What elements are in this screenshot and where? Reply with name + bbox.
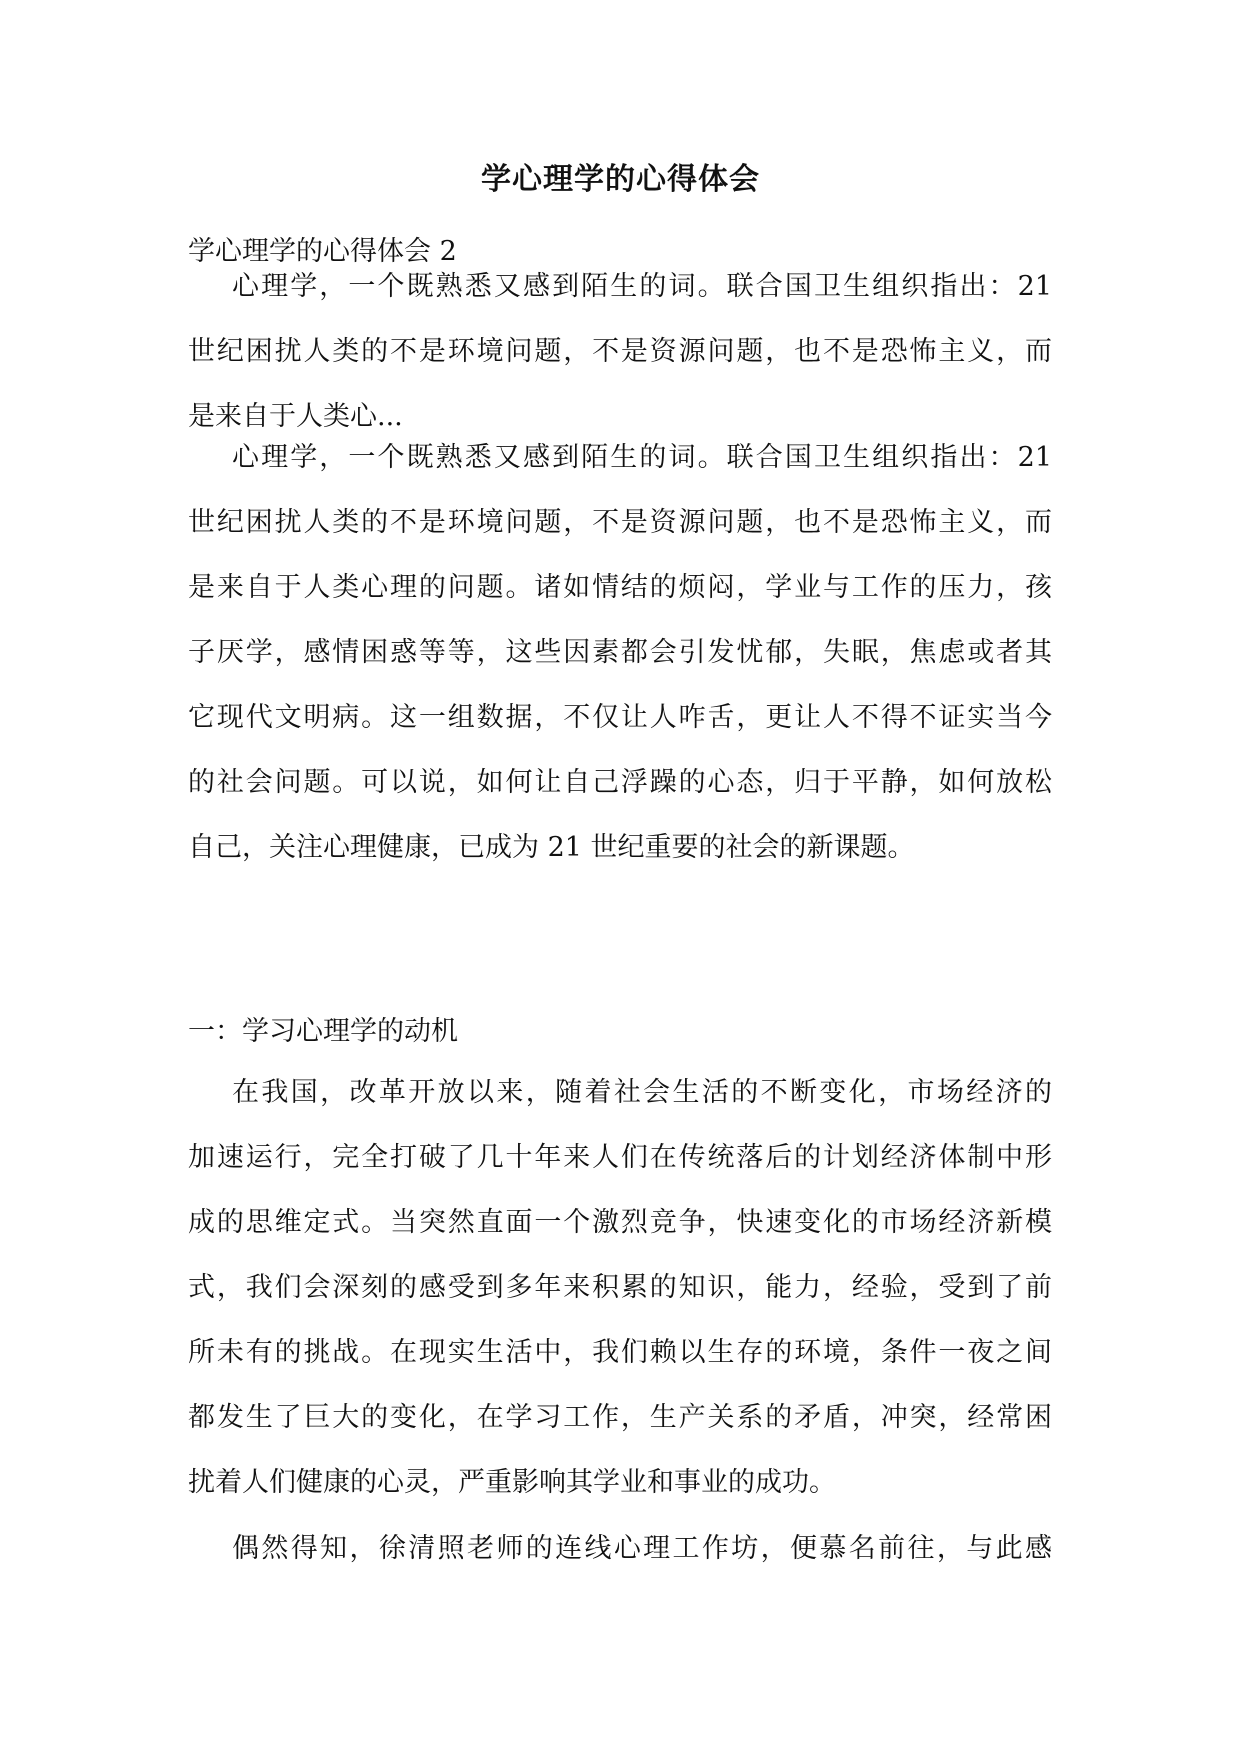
paragraph-line: 心理学，一个既熟悉又感到陌生的词。联合国卫生组织指出：21 [232, 442, 1052, 473]
body-paragraph-1 [188, 425, 1052, 880]
section-heading: 一：学习心理学的动机 [188, 1016, 458, 1047]
paragraph-line: 是来自于人类心... [188, 401, 403, 432]
section-paragraph-2 [188, 1516, 1052, 1581]
paragraph-line: 所未有的挑战。在现实生活中，我们赖以生存的环境，条件一夜之间 [188, 1337, 1052, 1368]
paragraph-line: 的社会问题。可以说，如何让自己浮躁的心态，归于平静，如何放松 [188, 767, 1052, 798]
paragraph-line: 偶然得知，徐清照老师的连线心理工作坊，便慕名前往，与此感 [232, 1533, 1052, 1564]
paragraph-line: 世纪困扰人类的不是环境问题，不是资源问题，也不是恐怖主义，而 [188, 507, 1052, 538]
paragraph-line: 在我国，改革开放以来，随着社会生活的不断变化，市场经济的 [232, 1077, 1052, 1108]
paragraph-line: 加速运行，完全打破了几十年来人们在传统落后的计划经济体制中形 [188, 1142, 1052, 1173]
paragraph-line: 心理学，一个既熟悉又感到陌生的词。联合国卫生组织指出：21 [232, 271, 1052, 302]
paragraph-line: 它现代文明病。这一组数据，不仅让人咋舌，更让人不得不证实当今 [188, 702, 1052, 733]
paragraph-line: 自己，关注心理健康，已成为 21 世纪重要的社会的新课题。 [188, 832, 915, 863]
paragraph-line: 式，我们会深刻的感受到多年来积累的知识，能力，经验，受到了前 [188, 1272, 1052, 1303]
paragraph-line: 都发生了巨大的变化，在学习工作，生产关系的矛盾，冲突，经常困 [188, 1402, 1052, 1433]
paragraph-line: 世纪困扰人类的不是环境问题，不是资源问题，也不是恐怖主义，而 [188, 336, 1052, 367]
paragraph-line: 扰着人们健康的心灵，严重影响其学业和事业的成功。 [188, 1467, 836, 1498]
paragraph-line: 子厌学，感情困惑等等，这些因素都会引发忧郁，失眠，焦虑或者其 [188, 637, 1052, 668]
document-title: 学心理学的心得体会 [481, 162, 760, 197]
section-paragraph-1 [188, 1060, 1052, 1515]
document-subtitle: 学心理学的心得体会 2 [188, 236, 457, 267]
paragraph-line: 成的思维定式。当突然直面一个激烈竞争，快速变化的市场经济新模 [188, 1207, 1052, 1238]
excerpt-paragraph [188, 254, 1052, 449]
paragraph-line: 是来自于人类心理的问题。诸如情结的烦闷，学业与工作的压力，孩 [188, 572, 1052, 603]
